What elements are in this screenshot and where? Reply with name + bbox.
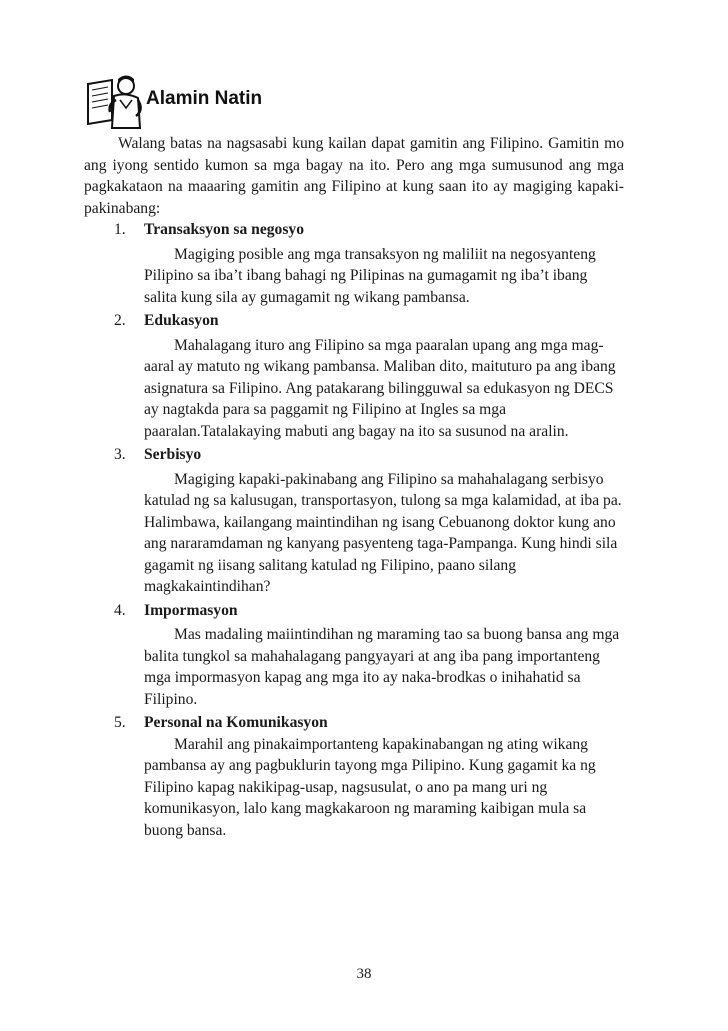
list-item <box>84 444 624 598</box>
section-header <box>82 70 642 134</box>
item-body-text: Marahil ang pinakaimportanteng kapakinabangan ng ating wikang pambansa ay ang pagbuklurin tayong mga Pilipino. Kung gagamit ka ng Filipino kapag nakikipag-usap, nagsusulat, o ano pa mang uri ng komunikasyon, lalo kang magkakaroon ng maraming kaibigan mula sa buong bansa. <box>144 735 596 839</box>
item-number: 3. <box>114 446 126 463</box>
item-body <box>144 469 624 598</box>
list-item <box>84 219 624 308</box>
item-body-text: Mahalagang ituro ang Filipino sa mga paaralan upang ang mga mag-aaral ay matuto ng wikang pambansa. Maliban dito, maituturo pa ang ibang asignatura sa Filipino. Ang patakarang bilingguwal sa edukasyon ng DECS ay nagtakda para sa paggamit ng Filipino at Ingles sa mga paaralan.Tatalakaying mabuti ang bagay na ito sa susunod na aralin. <box>144 336 616 440</box>
list-item <box>84 310 624 442</box>
item-number: 2. <box>114 312 126 329</box>
list-item <box>84 600 624 711</box>
page-number: 38 <box>356 966 372 982</box>
intro-paragraph <box>84 133 624 219</box>
intro-text: Walang batas na nagsasabi kung kailan dapat gamitin ang Filipino. Gamitin mo ang iyong sentido kumon sa mga bagay na ito. Pero ang mga sumusunod ang mga pagkakataon na maaaring gamitin ang Filipino at kung saan ito ay magiging kapaki-pakinabang: <box>84 135 624 217</box>
item-heading: Edukasyon <box>144 312 219 329</box>
section-title: Alamin Natin <box>146 88 263 109</box>
item-body <box>144 335 624 443</box>
item-number: 5. <box>114 714 126 731</box>
item-body-text: Mas madaling maiintindihan ng maraming tao sa buong bansa ang mga balita tungkol sa mahahalagang pangyayari at ang iba pang importanteng mga impormasyon kapag ang mga ito ay naka-brodkas o inihahatid sa Filipino. <box>144 626 620 708</box>
item-heading: Serbisyo <box>144 446 202 463</box>
item-heading: Impormasyon <box>144 601 238 619</box>
item-body-text: Magiging posible ang mga transaksyon ng maliliit na negosyanteng Pilipino sa iba’t ibang bahagi ng Pilipinas na gumagamit ng iba’t ibang salita kung sila ay gumagamit ng wikang pambansa. <box>144 245 596 306</box>
item-body <box>144 244 624 309</box>
item-body-text: Magiging kapaki-pakinabang ang Filipino sa mahahalagang serbisyo katulad ng sa kalusugan, transportasyon, tulong sa mga kalamidad, at iba pa. Halimbawa, kailangang maintindihan ng isang Cebuanong doktor kung ano ang nararamdaman ng kanyang pasyenteng taga-Pampanga. Kung hindi sila gagamit ng iisang salitang katulad ng Filipino, paano silang magkakaintindihan? <box>144 470 622 595</box>
usage-list <box>84 219 624 843</box>
item-heading: Personal na Komunikasyon <box>144 714 328 731</box>
item-number: 4. <box>114 601 126 619</box>
item-body <box>144 624 624 710</box>
person-holding-book-icon <box>82 70 144 130</box>
item-body <box>144 734 624 842</box>
list-item <box>84 712 624 841</box>
item-heading: Transaksyon sa negosyo <box>144 221 305 238</box>
item-number: 1. <box>114 221 126 238</box>
